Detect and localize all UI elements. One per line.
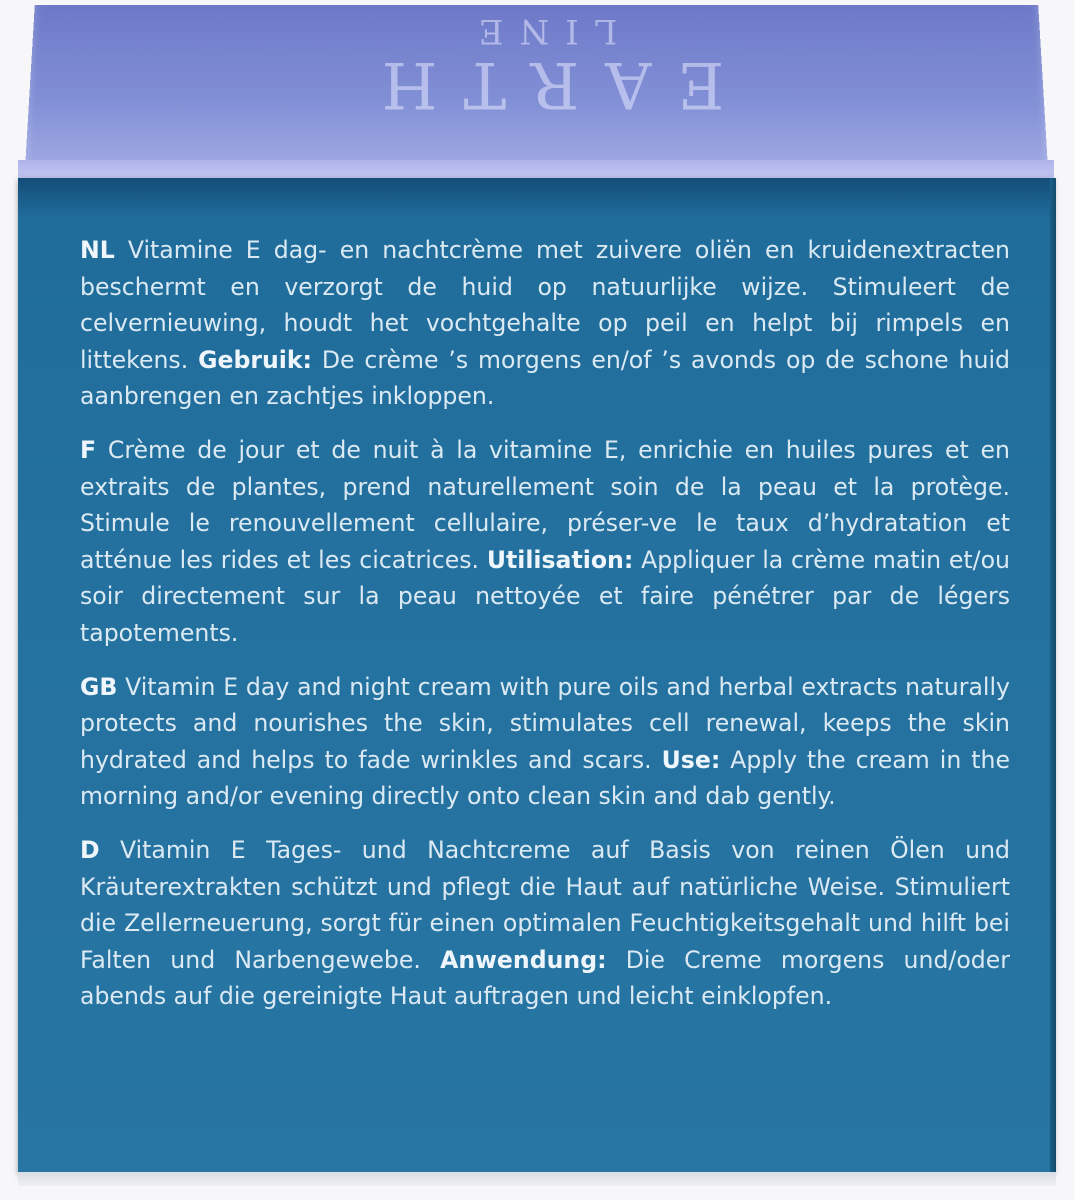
brand-logo: [330, 8, 750, 121]
section-nl-usage-label: Gebruik:: [198, 345, 312, 374]
language-code-nl: NL: [80, 236, 115, 264]
section-f-usage: Appliquer la crème matin et/ou soir directement sur la peau nettoyée et faire pénétrer par de légers tapotements.: [80, 545, 1010, 647]
language-code-d: D: [80, 835, 100, 864]
language-code-f: F: [80, 435, 97, 464]
section-gb-description: Vitamin E day and night cream with pure oils and herbal extracts naturally protects and nourishes the skin, stimulates cell renewal, keeps the skin hydrated and helps to fade wrinkles and scars.: [80, 672, 1010, 774]
box-right-edge: [1050, 178, 1056, 1173]
section-nl-description: Vitamine E dag- en nachtcrème met zuivere oliën en kruidenextracten beschermt en verzorgt de huid op natuurlijke wijze. Stimuleert de celvernieuwing, houdt het vochtgehalte op peil en helpt bij rimpels en littekens.: [80, 236, 1010, 374]
brand-logo-line2: LINE: [462, 11, 618, 51]
brand-logo-line1: EARTH: [355, 47, 725, 121]
box-bottom-edge: [18, 1172, 1056, 1186]
box-top-edge: [18, 160, 1054, 180]
section-f-description: Crème de jour et de nuit à la vitamine E, enrichie en huiles pures et en extraits de plantes, prend naturellement soin de la peau et la protège. Stimule le renouvellement cellulaire, préser-ve le taux d’hydratation et atténue les rides et les cicatrices.: [80, 435, 1010, 574]
section-d: [80, 832, 1010, 1015]
box-front-shadow: [18, 178, 1054, 218]
section-d-description: Vitamin E Tages- und Nachtcreme auf Basis von reinen Ölen und Kräuterextrakten schützt und pflegt die Haut auf natürliche Weise. Stimuliert die Zellerneuerung, sorgt für einen optimalen Feuchtigkeitsgehalt und hilft bei Falten und Narbengewebe.: [80, 835, 1010, 974]
ingredients-text-panel: [80, 232, 1010, 1032]
section-nl-usage: De crème ’s morgens en/of ’s avonds op de schone huid aanbrengen en zachtjes inkloppen.: [80, 345, 1010, 411]
section-gb-usage-label: Use:: [661, 745, 721, 774]
language-code-gb: GB: [80, 672, 118, 701]
section-nl: [80, 232, 1010, 415]
section-gb: [80, 669, 1010, 815]
section-d-usage-label: Anwendung:: [440, 945, 607, 974]
section-f-usage-label: Utilisation:: [486, 545, 634, 574]
section-f: [80, 432, 1010, 652]
section-d-usage: Die Creme morgens und/oder abends auf die gereinigte Haut auftragen und leicht einklopfen.: [80, 945, 1010, 1011]
section-gb-usage: Apply the cream in the morning and/or evening directly onto clean skin and dab gently.: [80, 745, 1010, 811]
